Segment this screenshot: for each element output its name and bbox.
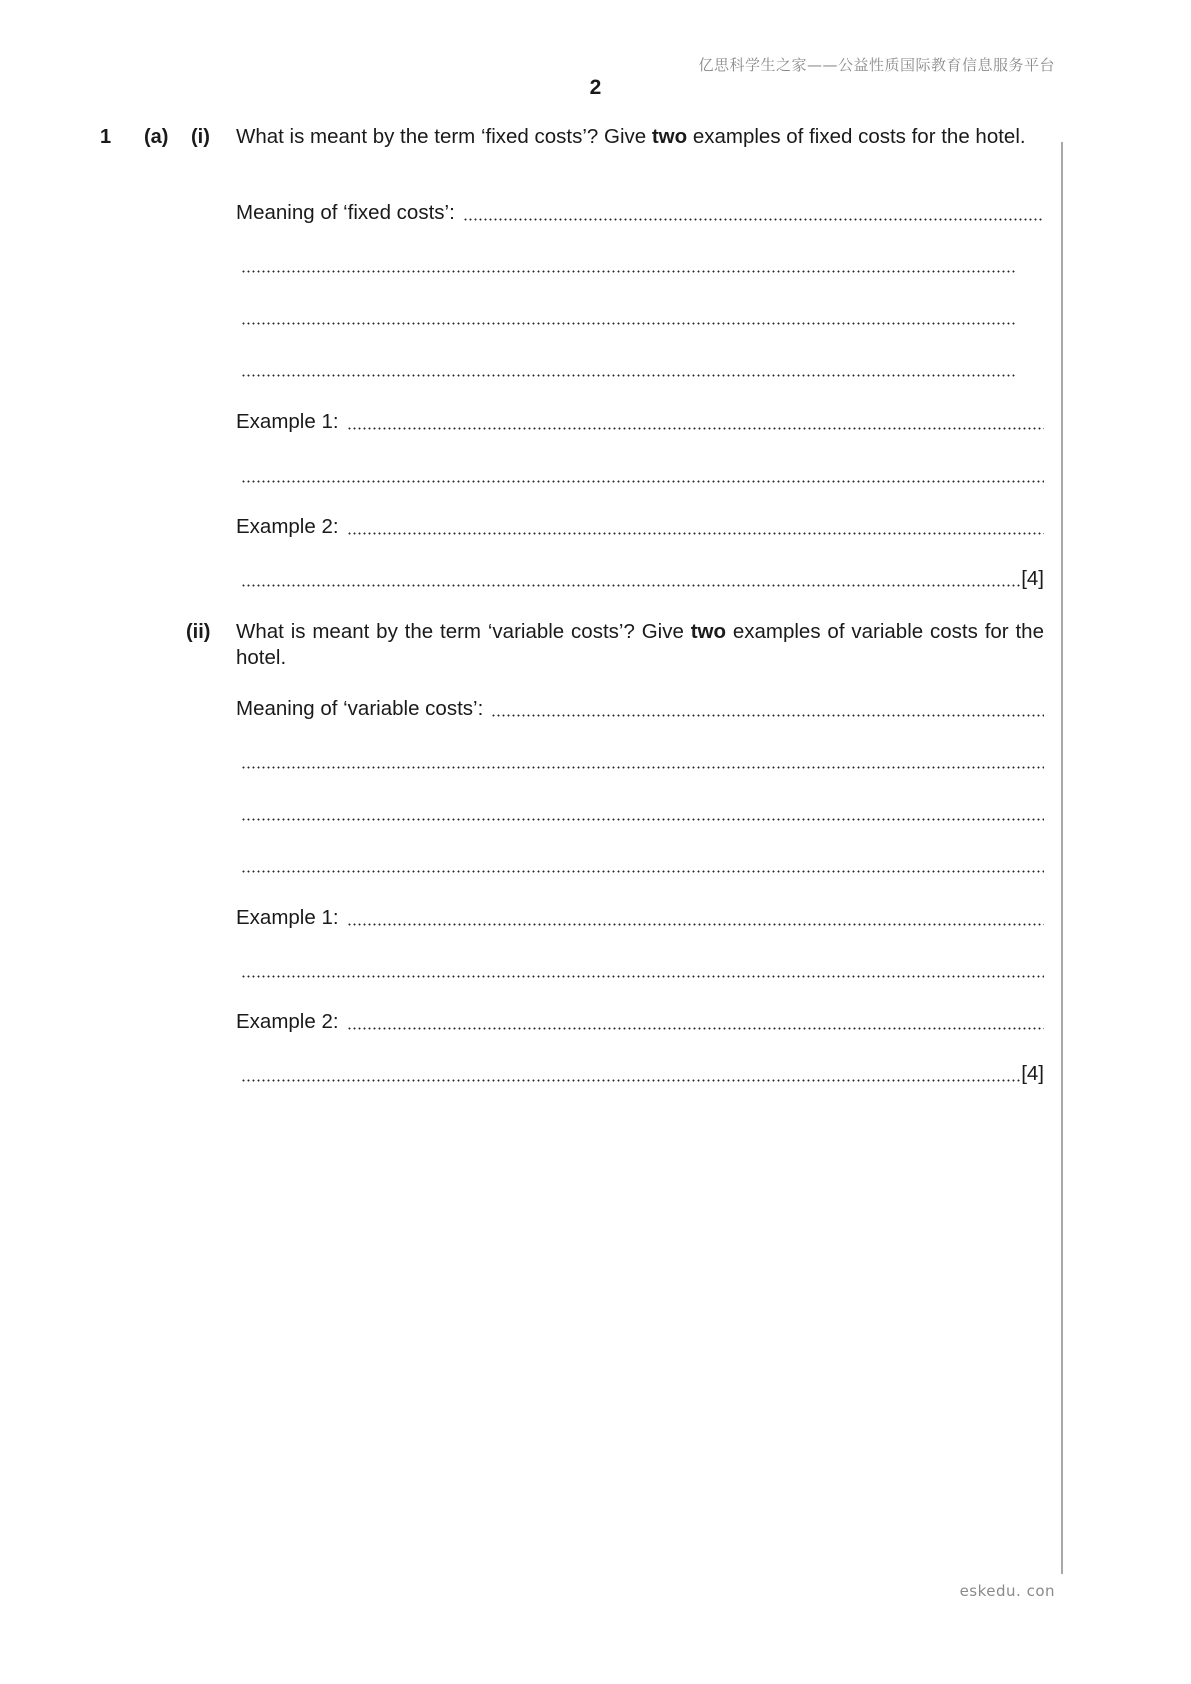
answer-line-meaning-ii[interactable] [236, 696, 1044, 722]
answer-line-final-ii[interactable] [241, 1061, 1044, 1087]
answer-line-example2-i[interactable] [236, 514, 1044, 540]
answer-line-example1-ii[interactable] [236, 905, 1044, 931]
answer-label: Example 1: [236, 410, 339, 433]
answer-line-meaning-i[interactable] [236, 200, 1044, 226]
answer-line[interactable] [241, 957, 1044, 983]
dotted-line [347, 923, 1044, 926]
marks-allocation: [4] [1021, 567, 1044, 590]
answer-label: Meaning of ‘fixed costs’: [236, 201, 455, 224]
dotted-line [241, 975, 1044, 978]
answer-line[interactable] [241, 304, 1015, 330]
dotted-line [241, 584, 1020, 587]
marks-allocation: [4] [1021, 1062, 1044, 1085]
dotted-line [463, 218, 1044, 221]
answer-line-example1-i[interactable] [236, 409, 1044, 435]
sub-part-label-ii: (ii) [186, 621, 211, 643]
dotted-line [347, 532, 1044, 535]
answer-line-example2-ii[interactable] [236, 1009, 1044, 1035]
dotted-line [347, 427, 1044, 430]
page-number: 2 [589, 76, 602, 99]
margin-rule [1061, 142, 1063, 1574]
answer-line[interactable] [241, 252, 1015, 278]
answer-line-final-i[interactable] [241, 566, 1044, 592]
stem-emphasis: two [651, 125, 688, 148]
answer-label: Example 2: [236, 1010, 339, 1033]
dotted-line [347, 1027, 1044, 1030]
sub-part-label-i: (i) [191, 126, 210, 148]
dotted-line [241, 870, 1044, 873]
dotted-line [491, 714, 1044, 717]
dotted-line [241, 374, 1015, 377]
stem-text: examples of variable costs for the hotel. [236, 620, 1044, 669]
answer-label: Meaning of ‘variable costs’: [236, 697, 484, 720]
stem-emphasis: two [690, 620, 726, 643]
question-stem-ii [236, 619, 1044, 671]
dotted-line [241, 766, 1044, 769]
stem-text: What is meant by the term ‘variable costs’? Give [236, 620, 691, 643]
stem-text: What is meant by the term ‘fixed costs’? Give [236, 125, 652, 148]
answer-line[interactable] [241, 800, 1044, 826]
question-stem-i [236, 124, 1044, 150]
answer-line[interactable] [241, 356, 1015, 382]
dotted-line [241, 322, 1015, 325]
answer-line[interactable] [241, 748, 1044, 774]
dotted-line [241, 818, 1044, 821]
answer-label: Example 1: [236, 906, 339, 929]
answer-line[interactable] [241, 462, 1044, 488]
part-label: (a) [144, 126, 169, 148]
footer-watermark: eskedu. con [959, 1582, 1055, 1600]
stem-text: examples of fixed costs for the hotel. [687, 125, 1026, 148]
question-number: 1 [100, 126, 112, 148]
dotted-line [241, 480, 1044, 483]
answer-label: Example 2: [236, 515, 339, 538]
header-watermark: 亿思科学生之家——公益性质国际教育信息服务平台 [698, 56, 1055, 74]
dotted-line [241, 270, 1015, 273]
answer-line[interactable] [241, 852, 1044, 878]
dotted-line [241, 1079, 1020, 1082]
